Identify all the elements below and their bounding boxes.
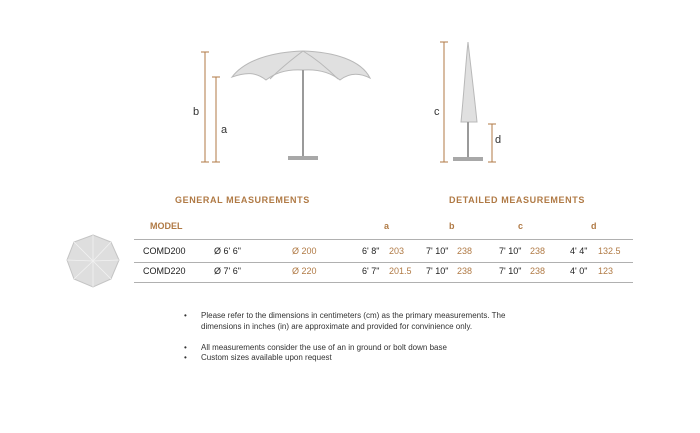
row-c-cm: 238 [530, 246, 546, 256]
dimension-label-b: b [193, 106, 200, 118]
row-d-inches: 4' 0" [570, 266, 588, 276]
notes-list [184, 311, 544, 371]
dimension-line-b [201, 52, 209, 162]
row-d-cm: 132.5 [598, 246, 621, 256]
row-diameter-cm: Ø 200 [292, 246, 317, 256]
note-text: Custom sizes available upon request [201, 353, 332, 362]
row-diameter-inches: Ø 6' 6" [214, 246, 241, 256]
closed-umbrella-pole [453, 122, 483, 161]
column-header-model: MODEL [150, 221, 183, 231]
note-text: Please refer to the dimensions in centimeters (cm) as the primary measurements. The dimensions in inches (in) are approximate and provided for convinience only. [201, 311, 506, 331]
row-a-inches: 6' 8" [362, 246, 380, 256]
row-a-cm: 203 [389, 246, 405, 256]
row-model: COMD200 [143, 246, 186, 256]
bullet-icon: • [184, 311, 187, 320]
row-diameter-inches: Ø 7' 6" [214, 266, 241, 276]
table-rule-top [134, 239, 633, 240]
column-header-c: c [518, 221, 524, 231]
row-a-inches: 6' 7" [362, 266, 380, 276]
dimension-label-a: a [221, 124, 228, 136]
open-umbrella-canopy [232, 51, 370, 80]
list-item [184, 353, 544, 364]
dimension-label-c: c [434, 106, 440, 118]
note-text: All measurements consider the use of an in ground or bolt down base [201, 343, 447, 352]
row-c-inches: 7' 10" [499, 246, 522, 256]
row-b-inches: 7' 10" [426, 266, 449, 276]
row-c-cm: 238 [530, 266, 546, 276]
dimension-line-c [440, 42, 448, 162]
table-row [0, 246, 700, 260]
row-model: COMD220 [143, 266, 186, 276]
row-diameter-cm: Ø 220 [292, 266, 317, 276]
column-header-a: a [384, 221, 390, 231]
table-rule-middle [134, 262, 633, 263]
row-b-inches: 7' 10" [426, 246, 449, 256]
bullet-icon: • [184, 343, 187, 352]
detailed-measurements-title: DETAILED MEASUREMENTS [449, 195, 585, 205]
row-a-cm: 201.5 [389, 266, 412, 276]
dimension-line-a [212, 77, 220, 162]
row-b-cm: 238 [457, 266, 473, 276]
row-d-cm: 123 [598, 266, 614, 276]
closed-umbrella-canopy [461, 42, 477, 122]
row-b-cm: 238 [457, 246, 473, 256]
table-row [0, 266, 700, 280]
open-umbrella-pole [288, 70, 318, 160]
open-umbrella-diagram [0, 0, 700, 175]
row-c-inches: 7' 10" [499, 266, 522, 276]
column-header-b: b [449, 221, 455, 231]
umbrella-top-view-icon [64, 232, 122, 290]
table-rule-bottom [134, 282, 633, 283]
general-measurements-title: GENERAL MEASUREMENTS [175, 195, 310, 205]
row-d-inches: 4' 4" [570, 246, 588, 256]
bullet-icon: • [184, 353, 187, 362]
column-header-d: d [591, 221, 597, 231]
list-item [184, 311, 544, 343]
dimension-label-d: d [495, 134, 502, 146]
